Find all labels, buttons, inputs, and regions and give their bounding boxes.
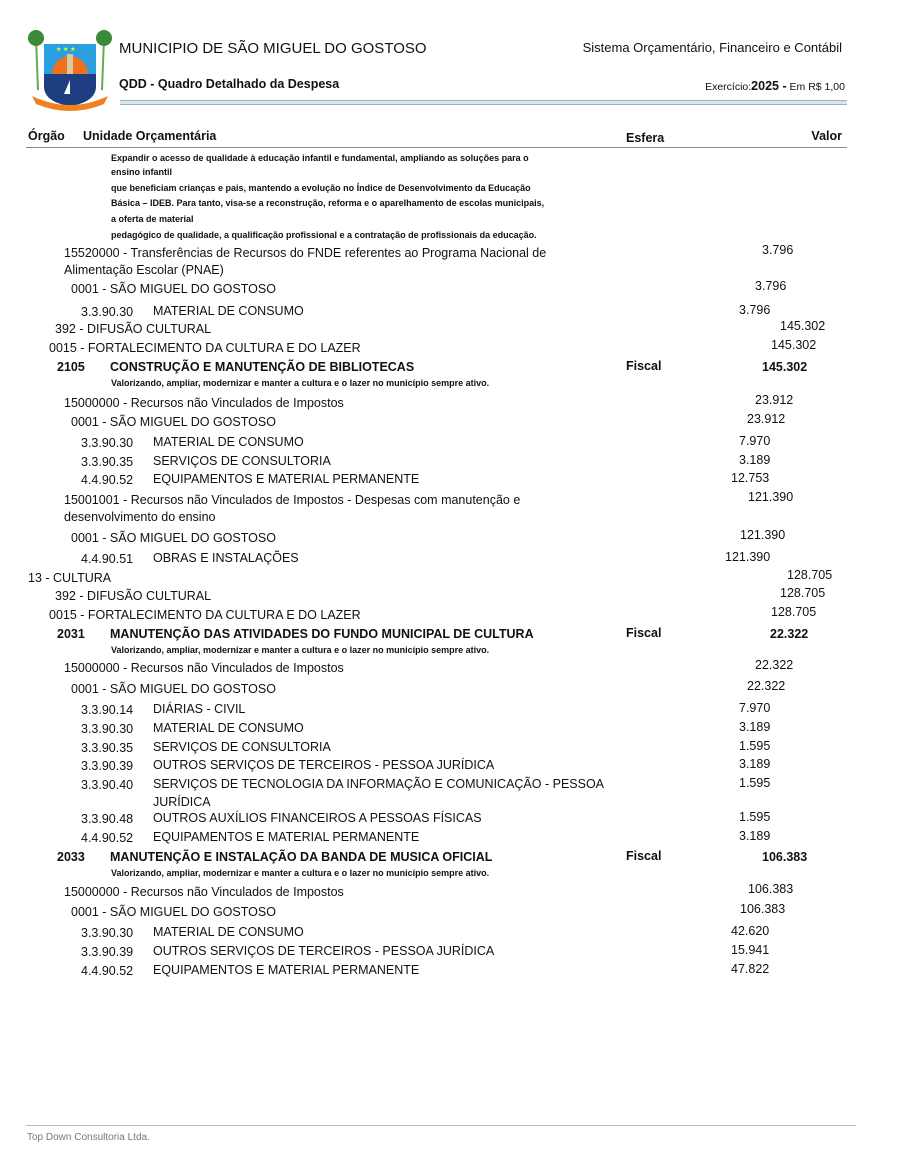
exercise-label: Exercício: [705,81,752,93]
element-code: 3.3.90.30 [81,436,134,450]
row-value: 7.970 [739,434,771,448]
element-description: EQUIPAMENTOS E MATERIAL PERMANENTE [153,830,420,844]
esfera-value: Fiscal [626,626,662,640]
resource-source: 15520000 - Transferências de Recursos do FNDE referentes ao Programa Nacional de [64,246,547,260]
element-description: MATERIAL DE CONSUMO [153,925,304,939]
row-value: 106.383 [740,902,786,916]
row-value: 7.970 [739,701,771,715]
currency-unit: Em R$ 1,00 [789,81,845,93]
resource-source-continued: desenvolvimento do ensino [64,510,216,524]
budget-item: 0001 - SÃO MIGUEL DO GOSTOSO [71,415,276,429]
element-description: MATERIAL DE CONSUMO [153,304,304,318]
esfera-value: Fiscal [626,359,662,373]
municipality-coat-of-arms-logo [26,30,114,112]
budget-item: 15000000 - Recursos não Vinculados de Impostos [64,396,344,410]
element-code: 4.4.90.52 [81,964,134,978]
element-description: OBRAS E INSTALAÇÕES [153,551,299,565]
action-description: Valorizando, ampliar, modernizar e manter a cultura e o lazer no município sempre ativo. [111,378,490,388]
row-value: 1.595 [739,739,771,753]
element-code: 3.3.90.40 [81,778,134,792]
description-line: Expandir o acesso de qualidade à educação infantil e fundamental, ampliando as soluções para o [111,153,529,163]
row-value: 3.796 [755,279,787,293]
element-code: 4.4.90.52 [81,831,134,845]
exercise-year: 2025 - [751,79,787,93]
system-name: Sistema Orçamentário, Financeiro e Contábil [582,40,842,55]
element-description: OUTROS SERVIÇOS DE TERCEIROS - PESSOA JURÍDICA [153,944,495,958]
budget-item: 15000000 - Recursos não Vinculados de Impostos [64,661,344,675]
action-code: 2033 [57,850,85,864]
row-value: 121.390 [740,528,786,542]
budget-item: 0015 - FORTALECIMENTO DA CULTURA E DO LAZER [49,341,361,355]
row-value: 128.705 [771,605,817,619]
row-value: 22.322 [755,658,794,672]
element-code: 3.3.90.30 [81,926,134,940]
element-description: OUTROS AUXÍLIOS FINANCEIROS A PESSOAS FÍSICAS [153,811,482,825]
esfera-value: Fiscal [626,849,662,863]
column-header-unidade: Unidade Orçamentária [83,129,217,143]
column-header-esfera: Esfera [626,131,665,145]
column-header-valor: Valor [811,129,842,143]
element-description: SERVIÇOS DE CONSULTORIA [153,740,331,754]
budget-item: 0001 - SÃO MIGUEL DO GOSTOSO [71,282,276,296]
action-title: MANUTENÇÃO E INSTALAÇÃO DA BANDA DE MUSICA OFICIAL [110,850,493,864]
row-value: 3.189 [739,453,771,467]
row-value: 121.390 [725,550,771,564]
row-value: 47.822 [731,962,770,976]
column-header-orgao: Órgão [28,129,65,143]
budget-item: 392 - DIFUSÃO CULTURAL [55,322,212,336]
element-code: 3.3.90.39 [81,945,134,959]
budget-item: 0001 - SÃO MIGUEL DO GOSTOSO [71,905,276,919]
budget-item: 15000000 - Recursos não Vinculados de Impostos [64,885,344,899]
row-value: 23.912 [747,412,786,426]
row-value: 3.189 [739,720,771,734]
budget-item: 392 - DIFUSÃO CULTURAL [55,589,212,603]
row-value: 1.595 [739,810,771,824]
element-description: SERVIÇOS DE TECNOLOGIA DA INFORMAÇÃO E COMUNICAÇÃO - PESSOA [153,777,605,791]
row-value: 42.620 [731,924,770,938]
element-description: OUTROS SERVIÇOS DE TERCEIROS - PESSOA JURÍDICA [153,758,495,772]
element-code: 4.4.90.51 [81,552,134,566]
municipality-name: MUNICIPIO DE SÃO MIGUEL DO GOSTOSO [119,40,427,57]
element-code: 3.3.90.30 [81,305,134,319]
action-title: MANUTENÇÃO DAS ATIVIDADES DO FUNDO MUNICIPAL DE CULTURA [110,627,534,641]
row-value: 22.322 [747,679,786,693]
element-code: 3.3.90.48 [81,812,134,826]
footer-divider [26,1125,856,1126]
element-description: EQUIPAMENTOS E MATERIAL PERMANENTE [153,472,420,486]
column-header-divider [26,147,847,148]
action-description: Valorizando, ampliar, modernizar e manter a cultura e o lazer no município sempre ativo. [111,645,490,655]
row-value: 106.383 [762,850,808,864]
row-value: 1.595 [739,776,771,790]
row-value: 121.390 [748,490,794,504]
row-value: 128.705 [780,586,826,600]
element-code: 3.3.90.14 [81,703,134,717]
action-description: Valorizando, ampliar, modernizar e manter a cultura e o lazer no município sempre ativo. [111,868,490,878]
row-value: 15.941 [731,943,770,957]
row-value: 106.383 [748,882,794,896]
row-value: 145.302 [762,360,808,374]
row-value: 3.189 [739,757,771,771]
description-line: pedagógico de qualidade, a qualificação profissional e a contratação de profissionais da educação. [111,230,537,240]
element-description: SERVIÇOS DE CONSULTORIA [153,454,331,468]
report-title: QDD - Quadro Detalhado da Despesa [119,77,340,91]
row-value: 22.322 [770,627,809,641]
element-description: MATERIAL DE CONSUMO [153,721,304,735]
element-description: EQUIPAMENTOS E MATERIAL PERMANENTE [153,963,420,977]
description-line: a oferta de material [111,214,194,224]
element-code: 3.3.90.35 [81,741,134,755]
footer-company: Top Down Consultoria Ltda. [27,1132,150,1143]
element-description-continued: JURÍDICA [153,795,211,809]
exercise-info [705,78,845,95]
row-value: 145.302 [771,338,817,352]
element-code: 3.3.90.35 [81,455,134,469]
row-value: 128.705 [787,568,833,582]
resource-source-continued: Alimentação Escolar (PNAE) [64,263,224,277]
row-value: 145.302 [780,319,826,333]
action-code: 2031 [57,627,85,641]
description-line: que beneficiam crianças e pais, mantendo a evolução no Índice de Desenvolvimento da Educação [111,183,531,193]
description-line: Básica – IDEB. Para tanto, visa-se a reconstrução, reforma e o aparelhamento de escolas municipais, [111,198,545,208]
element-code: 3.3.90.30 [81,722,134,736]
budget-item: 13 - CULTURA [28,571,112,585]
resource-source: 15001001 - Recursos não Vinculados de Impostos - Despesas com manutenção e [64,493,521,507]
element-description: DIÁRIAS - CIVIL [153,702,246,716]
row-value: 3.189 [739,829,771,843]
element-code: 4.4.90.52 [81,473,134,487]
row-value: 23.912 [755,393,794,407]
budget-item: 0001 - SÃO MIGUEL DO GOSTOSO [71,531,276,545]
header-divider [120,100,847,105]
row-value: 3.796 [739,303,771,317]
element-code: 3.3.90.39 [81,759,134,773]
row-value: 3.796 [762,243,794,257]
budget-item: 0015 - FORTALECIMENTO DA CULTURA E DO LAZER [49,608,361,622]
action-title: CONSTRUÇÃO E MANUTENÇÃO DE BIBLIOTECAS [110,360,415,374]
svg-text:★ ★ ★: ★ ★ ★ [56,47,76,53]
description-line: ensino infantil [111,167,173,177]
action-code: 2105 [57,360,85,374]
element-description: MATERIAL DE CONSUMO [153,435,304,449]
row-value: 12.753 [731,471,770,485]
budget-item: 0001 - SÃO MIGUEL DO GOSTOSO [71,682,276,696]
